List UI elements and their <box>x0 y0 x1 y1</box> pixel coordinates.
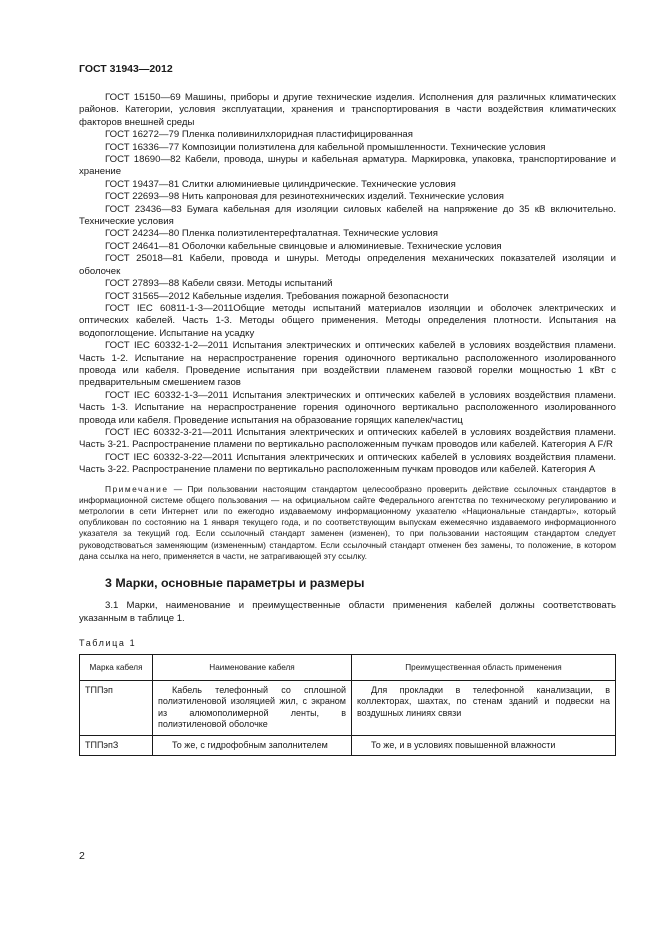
cell-mark: ТППэп <box>80 681 153 736</box>
note-text: — При пользовании настоящим стандартом целесообразно проверить действие ссылочных стандартов в информационной системе общего пользования — на официальном сайте Федерального агентства по техническому регулированию и метрологии в сети Интернет или по ежегодно издаваемому информационному указателю «Национальные стандарты», который опубликован по состоянию на 1 января текущего года, и по соответствующим выпускам ежемесячно издаваемого информационного указателя за текущий год. Если ссылочный стандарт заменен (изменен), то при пользовании настоящим стандартом следует руководствоваться заменяющим (измененным) стандартом. Если ссылочный стандарт отменен без замены, то положение, в котором дана ссылка на него, применяется в части, не затрагивающей эту ссылку. <box>79 483 616 561</box>
reference-item: ГОСТ 24641—81 Оболочки кабельные свинцовые и алюминиевые. Технические условия <box>105 240 502 252</box>
cell-name: То же, с гидрофобным заполнителем <box>153 735 352 755</box>
reference-item: ГОСТ 22693—98 Нить капроновая для резинотехнических изделий. Технические условия <box>105 191 504 203</box>
reference-item: ГОСТ 16336—77 Композиции полиэтилена для кабельной промышленности. Технические условия <box>105 141 546 153</box>
reference-item: ГОСТ 15150—69 Машины, приборы и другие технические изделия. Исполнения для различных климатических районов. Категории, условия эксплуатации, хранения и транспортирования в части воздействия климатических факторов внешней среды <box>79 92 616 128</box>
reference-item: ГОСТ 16272—79 Пленка поливинилхлоридная пластифицированная <box>105 129 413 141</box>
reference-item: ГОСТ 24234—80 Пленка полиэтилентерефталатная. Технические условия <box>105 228 438 240</box>
reference-item: ГОСТ 19437—81 Слитки алюминиевые цилиндрические. Технические условия <box>105 178 456 190</box>
table-header-row <box>80 654 616 680</box>
cell-name: Кабель телефонный со сплошной полиэтиленовой изоляцией жил, с экраном из алюмополимерной ленты, в полиэтиленовой оболочке <box>153 681 352 736</box>
page-number: 2 <box>79 850 85 862</box>
header-cell-name: Наименование кабеля <box>153 654 352 680</box>
reference-item: ГОСТ 25018—81 Кабели, провода и шнуры. Методы определения механических показателей изоляции и оболочек <box>79 253 616 277</box>
clause-paragraph: 3.1 Марки, наименование и преимущественные области применения кабелей должны соответствовать указанным в таблице 1. <box>79 600 616 624</box>
header-cell-mark: Марка кабеля <box>80 654 153 680</box>
standard-header: ГОСТ 31943—2012 <box>79 63 173 75</box>
note-paragraph <box>79 484 616 562</box>
reference-item: ГОСТ 31565—2012 Кабельные изделия. Требования пожарной безопасности <box>105 290 449 302</box>
cell-mark: ТППэпЗ <box>80 735 153 755</box>
reference-item: ГОСТ IEC 60332-3-21—2011 Испытания электрических и оптических кабелей в условиях воздействия пламени. Часть 3-21. Распространение пламени по вертикально расположенным пучкам проводов или кабелей. Категория A F/R <box>79 426 616 451</box>
note-label: Примечание <box>105 483 169 494</box>
cell-area: То же, и в условиях повышенной влажности <box>352 735 616 755</box>
reference-item: ГОСТ IEC 60332-3-22—2011 Испытания электрических и оптических кабелей в условиях воздействия пламени. Часть 3-22. Распространение пламени по вертикально расположенным пучкам проводов или кабелей. Категория А <box>79 451 616 476</box>
reference-item: ГОСТ IEC 60332-1-2—2011 Испытания электрических и оптических кабелей в условиях воздействия пламени. Часть 1-2. Испытание на нераспространение горения одиночного вертикально расположенного изолированного провода или кабеля. Проведение испытания при воздействии пламенем газовой горелки мощностью 1 кВт с предварительным смешением газов <box>79 340 616 389</box>
cable-table <box>79 654 616 756</box>
normative-references <box>79 92 616 477</box>
reference-item: ГОСТ IEC 60332-1-3—2011 Испытания электрических и оптических кабелей в условиях воздействия пламени. Часть 1-3. Испытание на нераспространение горения одиночного вертикально расположенного изолированного провода или кабеля. Проведение испытания на образование горящих капелек/частиц <box>79 389 616 426</box>
table-row <box>80 735 616 755</box>
cell-area: Для прокладки в телефонной канализации, в коллекторах, шахтах, по стенам зданий и подвески на воздушных линиях связи <box>352 681 616 736</box>
table-row <box>80 681 616 736</box>
reference-item: ГОСТ 23436—83 Бумага кабельная для изоляции силовых кабелей на напряжение до 35 кВ включительно. Технические условия <box>79 203 616 228</box>
section-title: 3 Марки, основные параметры и размеры <box>105 576 365 591</box>
header-cell-area: Преимущественная область применения <box>352 654 616 680</box>
page-body <box>79 92 616 756</box>
reference-item: ГОСТ 18690—82 Кабели, провода, шнуры и кабельная арматура. Маркировка, упаковка, транспортирование и хранение <box>79 154 616 178</box>
reference-item: ГОСТ 27893—88 Кабели связи. Методы испытаний <box>105 278 333 290</box>
table-caption: Таблица 1 <box>79 638 137 649</box>
reference-item: ГОСТ IEC 60811-1-3—2011Общие методы испытаний материалов изоляции и оболочек электрических и оптических кабелей. Часть 1-3. Методы общего применения. Методы определения плотности. Испытания на водопоглощение. Испытание на усадку <box>79 302 616 339</box>
